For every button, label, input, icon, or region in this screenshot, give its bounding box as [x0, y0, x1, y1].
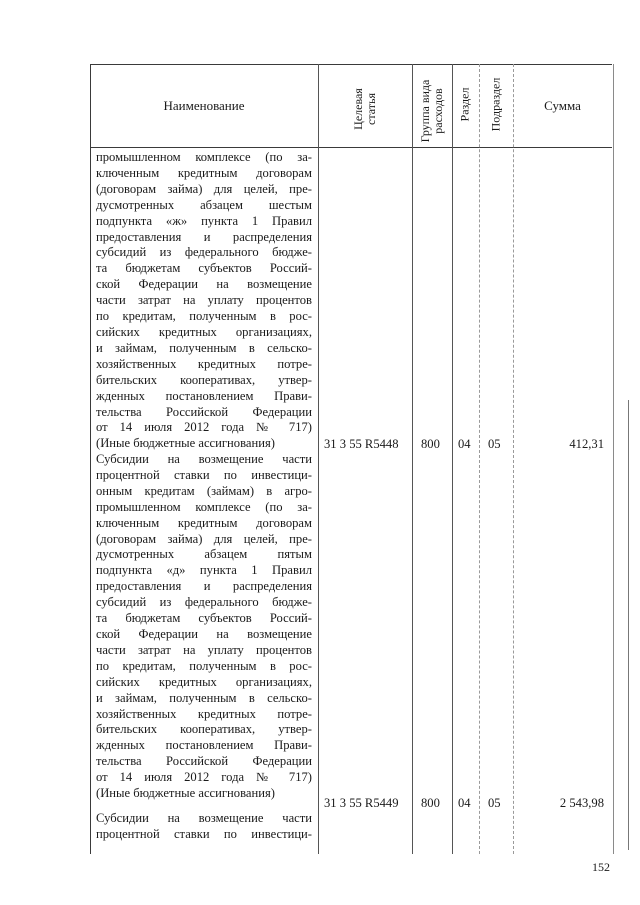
row-section: 04	[458, 796, 471, 810]
scan-edge-line	[628, 400, 629, 850]
text-line: (договорам займа) для целей, пре-	[96, 181, 312, 196]
text-line: ской Федерации на возмещение	[96, 626, 312, 641]
text-line: сийских кредитных организациях,	[96, 674, 312, 689]
text-line: ключенным кредитным договорам	[96, 515, 312, 530]
text-line: онным кредитам (займам) в агро-	[96, 483, 312, 498]
row-amount: 2 543,98	[559, 796, 604, 810]
row-target-article: 31 3 55 R5449	[324, 796, 399, 810]
text-line: от 14 июля 2012 года № 717)	[96, 770, 312, 785]
text-line: (договорам займа) для целей, пре-	[96, 531, 312, 546]
header-amount-cell	[513, 64, 612, 147]
text-line: субсидий из федерального бюдже-	[96, 595, 312, 610]
column-divider	[452, 64, 453, 854]
text-line: подпункта «ж» пункта 1 Правил	[96, 213, 312, 228]
header-bottom-border	[90, 147, 612, 148]
column-divider	[318, 64, 319, 854]
header-section-cell	[452, 64, 479, 147]
text-line: части затрат на уплату процентов	[96, 642, 312, 657]
table-row-name-text	[96, 452, 312, 802]
text-line: подпункта «д» пункта 1 Правил	[96, 563, 312, 578]
text-line: предоставления и распределения	[96, 579, 312, 594]
header-name-cell	[90, 64, 318, 147]
text-line: ской Федерации на возмещение	[96, 277, 312, 292]
header-subsection-cell	[479, 64, 513, 147]
text-line: та бюджетам субъектов Россий-	[96, 261, 312, 276]
text-line: хозяйственных кредитных потре-	[96, 706, 312, 721]
column-divider	[479, 64, 480, 854]
column-divider	[412, 64, 413, 854]
text-line: по кредитам, полученным в рос-	[96, 658, 312, 673]
text-line: ключенным кредитным договорам	[96, 165, 312, 180]
text-line: сийских кредитных организациях,	[96, 324, 312, 339]
row-expense-group: 800	[421, 796, 440, 810]
text-line: жденных постановлением Прави-	[96, 738, 312, 753]
text-line: от 14 июля 2012 года № 717)	[96, 420, 312, 435]
text-line: хозяйственных кредитных потре-	[96, 356, 312, 371]
text-line: тельства Российской Федерации	[96, 754, 312, 769]
text-line: бительских кооперативах, утвер-	[96, 722, 312, 737]
header-group-cell	[412, 64, 452, 147]
text-line: промышленном комплексе (по за-	[96, 499, 312, 514]
header-target-article: Целевая статья	[351, 88, 378, 130]
text-line: (Иные бюджетные ассигнования)	[96, 786, 275, 801]
row-expense-group: 800	[421, 437, 440, 451]
text-line: субсидий из федерального бюдже-	[96, 245, 312, 260]
header-subsection: Подраздел	[488, 77, 503, 132]
text-line: и займам, полученным в сельско-	[96, 340, 312, 355]
text-line: дусмотренных абзацем пятым	[96, 547, 312, 562]
header-target-cell	[318, 64, 412, 147]
header-expense-group: Группа вида расходов	[418, 79, 445, 143]
row-target-article: 31 3 55 R5448	[324, 437, 399, 451]
text-line: жденных постановлением Прави-	[96, 388, 312, 403]
header-name: Наименование	[163, 97, 245, 113]
text-line: процентной ставки по инвестици-	[96, 826, 312, 841]
text-line: дусмотренных абзацем шестым	[96, 197, 312, 212]
row-subsection: 05	[488, 796, 501, 810]
text-line: части затрат на уплату процентов	[96, 293, 312, 308]
page-number: 152	[592, 860, 610, 874]
column-divider	[513, 64, 514, 854]
table-row-name-text	[96, 150, 312, 452]
text-line: и займам, полученным в сельско-	[96, 690, 312, 705]
text-line: по кредитам, полученным в рос-	[96, 309, 312, 324]
text-line: процентной ставки по инвестици-	[96, 467, 312, 482]
text-line: тельства Российской Федерации	[96, 404, 312, 419]
row-subsection: 05	[488, 437, 501, 451]
text-line: бительских кооперативах, утвер-	[96, 372, 312, 387]
text-line: Субсидии на возмещение части	[96, 811, 312, 825]
table-row-name-text	[96, 811, 312, 843]
row-amount: 412,31	[569, 437, 604, 451]
text-line: Субсидии на возмещение части	[96, 452, 312, 466]
row-section: 04	[458, 437, 471, 451]
header-amount: Сумма	[544, 97, 581, 113]
text-line: та бюджетам субъектов Россий-	[96, 611, 312, 626]
header-section: Раздел	[457, 87, 472, 122]
text-line: промышленном комплексе (по за-	[96, 150, 312, 164]
text-line: (Иные бюджетные ассигнования)	[96, 436, 275, 451]
text-line: предоставления и распределения	[96, 229, 312, 244]
